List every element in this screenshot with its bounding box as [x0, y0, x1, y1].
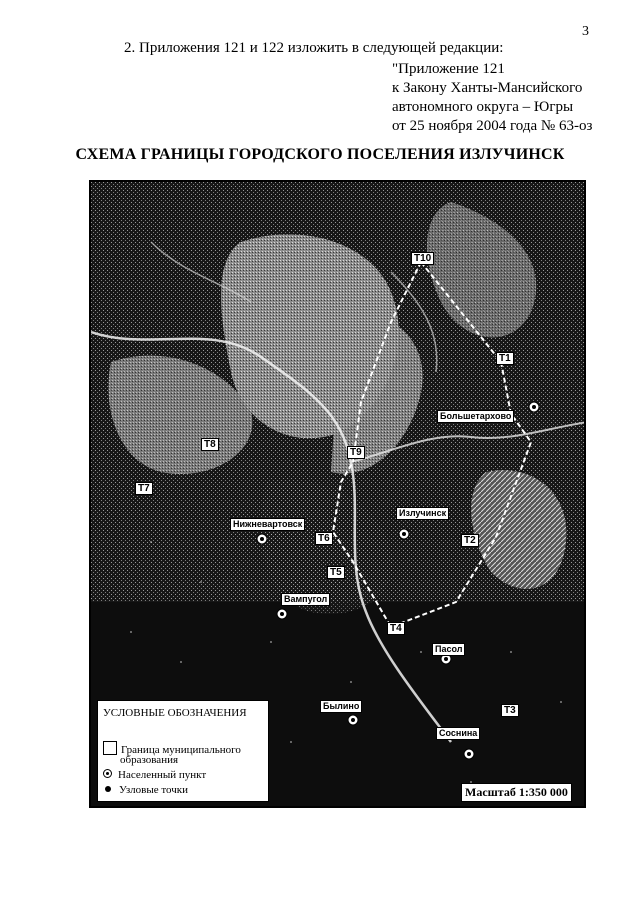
node-label: Т7: [135, 482, 153, 495]
boundary-square-icon: [103, 741, 117, 755]
node-label: Т10: [411, 252, 434, 265]
settlement-marker: [257, 534, 267, 544]
legend-boundary-cont: образования: [120, 754, 179, 766]
settlement-marker: [348, 715, 358, 725]
settlement-label: Излучинск: [396, 507, 449, 520]
node-label: Т8: [201, 438, 219, 451]
settlement-label: Большетархово: [437, 410, 514, 423]
node-label: Т4: [387, 622, 405, 635]
map-scale: Масштаб 1:350 000: [461, 783, 572, 802]
boundary-map: [89, 180, 586, 808]
page-number: 3: [582, 24, 589, 39]
settlement-label: Пасол: [432, 643, 465, 656]
legend-node-label: Узловые точки: [119, 784, 189, 796]
node-label: Т9: [347, 446, 365, 459]
appendix-reference: [392, 60, 592, 136]
appendix-line: от 25 ноября 2004 года № 63-оз: [392, 118, 593, 134]
appendix-line: автономного округа – Югры: [392, 99, 574, 115]
legend-boundary-label: Граница муниципального: [121, 744, 241, 756]
node-label: Т6: [315, 532, 333, 545]
settlement-label: Нижневартовск: [230, 518, 305, 531]
map-legend: [97, 700, 269, 802]
node-label: Т3: [501, 704, 519, 717]
document-title: СХЕМА ГРАНИЦЫ ГОРОДСКОГО ПОСЕЛЕНИЯ ИЗЛУЧИНСК: [75, 146, 565, 163]
node-label: Т5: [327, 566, 345, 579]
settlement-label: Соснина: [436, 727, 480, 740]
legend-settlement: [103, 769, 206, 782]
settlement-label: Былино: [320, 700, 362, 713]
settlement-marker: [464, 749, 474, 759]
node-label: Т1: [496, 352, 514, 365]
appendix-line: "Приложение 121: [392, 61, 505, 77]
legend-title: УСЛОВНЫЕ ОБОЗНАЧЕНИЯ: [103, 707, 247, 719]
settlement-label: Вампугол: [281, 593, 330, 606]
settlement-marker: [399, 529, 409, 539]
legend-settlement-label: Населенный пункт: [118, 769, 207, 781]
settlement-marker: [277, 609, 287, 619]
settlement-symbol-icon: [103, 769, 112, 778]
node-label: Т2: [461, 534, 479, 547]
appendix-line: к Закону Ханты-Мансийского: [392, 80, 583, 96]
legend-node: [103, 784, 188, 797]
node-dot-icon: [105, 786, 111, 792]
settlement-marker: [529, 402, 539, 412]
intro-text: 2. Приложения 121 и 122 изложить в следующей редакции:: [124, 40, 504, 56]
